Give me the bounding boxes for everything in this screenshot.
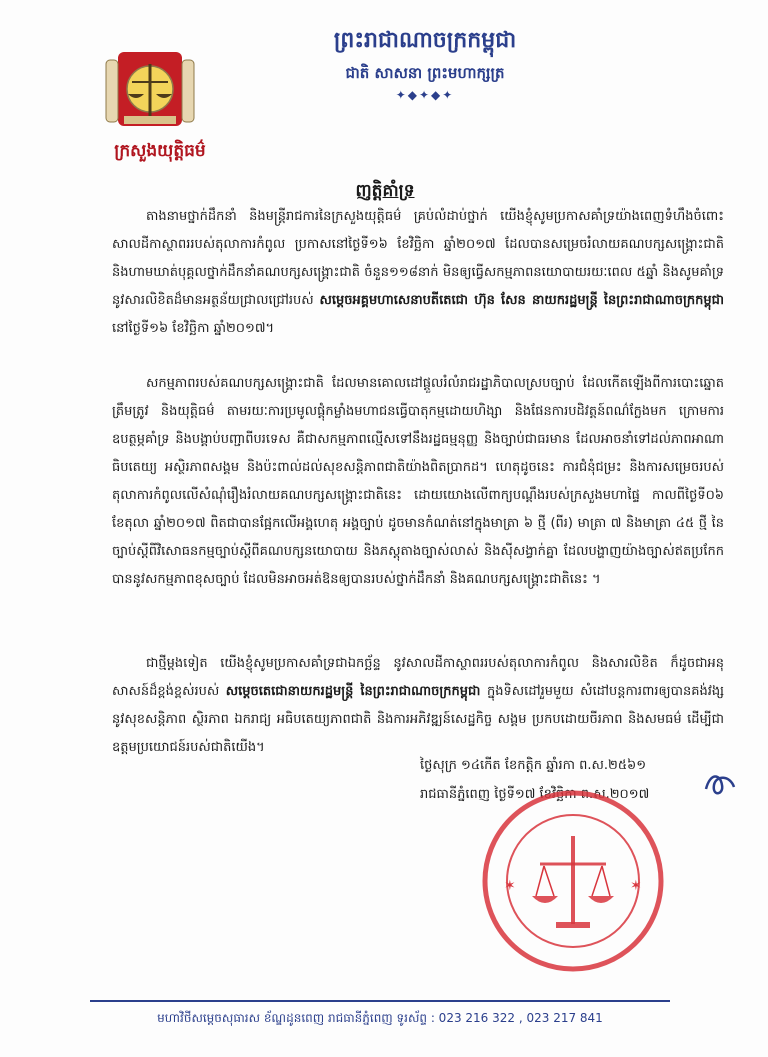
svg-text:✶: ✶: [630, 878, 642, 894]
ministry-emblem-icon: [100, 44, 200, 134]
ministry-seal-icon: [478, 786, 668, 976]
national-motto: ជាតិ សាសនា ព្រះមហាក្សត្រ: [345, 64, 505, 82]
footer-divider: [90, 1000, 670, 1002]
paragraph-1-date: នៅថ្ងៃទី១៦ ខែវិច្ឆិកា ឆ្នាំ២០១៧។: [112, 321, 275, 336]
paragraph-1-bold-name: សម្ដេចអគ្គមហាសេនាបតីតេជោ ហ៊ុន សែន នាយករដ្ឋមន្ត្រី នៃព្រះរាជាណាចក្រកម្ពុជា: [319, 293, 724, 308]
paragraph-2: សកម្មភាពរបស់គណបក្សសង្គ្រោះជាតិ ដែលមានគោលដៅផ្តួលរំលំរាជរដ្ឋាភិបាលស្របច្បាប់ ដែលកើតឡើងពីការបោះឆ្នោតត្រឹមត្រូវ និងយុត្តិធម៌ តាមរយៈការប្រមូលផ្តុំកម្លាំងមហាជនធ្វើបាតុកម្មដោយហិង្សា និងផែនការបដិវត្តន៍ពណ៌ក្លែងមក ក្រោមការឧបត្ថម្ភគាំទ្រ និងបង្គាប់បញ្ជាពីបរទេស គឺជាសកម្មភាពល្មើសទៅនឹងរដ្ឋធម្មនុញ្ញ និងច្បាប់ជាធរមាន ដែលអាចនាំទៅដល់ភាពអាណាធិបតេយ្យ អស្ថិរភាពសង្គម និងប៉ះពាល់ដល់សុខសន្តិភាពជាតិយ៉ាងពិតប្រាកដ។ ហេតុដូចនេះ ការជំនុំជម្រះ និងការសម្រេចរបស់តុលាការកំពូលលើសំណុំរឿងរំលាយគណបក្សសង្គ្រោះជាតិនេះ ដោយយោងលើពាក្យបណ្តឹងរបស់ក្រសួងមហាផ្ទៃ កាលពីថ្ងៃទី០៦ ខែតុលា ឆ្នាំ២០១៧ ពិតជាបានផ្អែកលើអង្គហេតុ អង្គច្បាប់ ដូចមានកំណត់នៅក្នុងមាត្រា ៦ ថ្មី (ពីរ) មាត្រា ៧ និងមាត្រា ៤៥ ថ្មី នៃច្បាប់ស្តីពីវិសោធនកម្មច្បាប់ស្តីពីគណបក្សនយោបាយ និងភស្តុតាងច្បាស់លាស់ និងស៊ីសង្វាក់គ្នា ដែលបង្ហាញយ៉ាងច្បាស់ឥតប្រកែកបាននូវសកម្មភាពខុសច្បាប់ ដែលមិនអាចអត់ឱនឲ្យបានរបស់ថ្នាក់ដឹកនាំ និងគណបក្សសង្គ្រោះជាតិនេះ ។: [112, 376, 724, 587]
solar-date: រាជធានីភ្នំពេញ ថ្ងៃទី១៧ ខែវិច្ឆិកា ព.ស.២០១៧: [420, 787, 650, 802]
ornament-divider: ✦◆✦◆✦: [395, 88, 455, 102]
ministry-label: ក្រសួងយុត្តិធម៌: [114, 141, 206, 161]
kingdom-heading: ព្រះរាជាណាចក្រកម្ពុជា: [333, 28, 517, 53]
paragraph-3: [112, 650, 724, 762]
svg-text:✶: ✶: [504, 878, 516, 894]
paragraph-3-text: ជាថ្មីម្តងទៀត យើងខ្ញុំសូមប្រកាសគាំទ្រជាឯកច្ឆ័ន្ទ នូវសាលដីកាស្ថាពររបស់តុលាការកំពូល និងសារលិខិត ក៏ដូចជាអនុសាសន៍ដ៏ខ្ពង់ខ្ពស់របស់: [112, 656, 724, 699]
document-title: ញត្តិគាំទ្រ: [355, 181, 415, 201]
paragraph-3-bold-name: សម្ដេចតេជោនាយករដ្ឋមន្ត្រី នៃព្រះរាជាណាចក្រកម្ពុជា: [225, 684, 481, 699]
paragraph-1-text: តាងនាមថ្នាក់ដឹកនាំ និងមន្ត្រីរាជការនៃក្រសួងយុត្តិធម៌ គ្រប់លំដាប់ថ្នាក់ យើងខ្ញុំសូមប្រកាសគាំទ្រយ៉ាងពេញទំហឹងចំពោះ សាលដីកាស្ថាពររបស់តុលាការកំពូល ប្រកាសនៅថ្ងៃទី១៦ ខែវិច្ឆិកា ឆ្នាំ២០១៧ ដែលបានសម្រេចរំលាយគណបក្សសង្គ្រោះជាតិ និងហាមឃាត់បុគ្គលថ្នាក់ដឹកនាំគណបក្សសង្គ្រោះជាតិ ចំនួន១១៨នាក់ មិនឲ្យធ្វើសកម្មភាពនយោបាយរយៈពេល ៥ឆ្នាំ និងសូមគាំទ្រនូវសារលិខិតដ៏មានអត្ថន័យជ្រាលជ្រៅរបស់: [112, 209, 724, 308]
lunar-date: ថ្ងៃសុក្រ ១៤កើត ខែកត្ដិក ឆ្នាំរកា ព.ស.២៥៦១: [420, 758, 647, 773]
paragraph-3-tail: ក្នុងទិសដៅរួមមួយ សំដៅបន្តការពារឲ្យបានគង់វង្សនូវសុខសន្តិភាព ស្ថិរភាព ឯករាជ្យ អធិបតេយ្យភាពជាតិ និងការអភិវឌ្ឍន៍សេដ្ឋកិច្ច សង្គម ប្រកបដោយចីរភាព និងសមធម៌ ដើម្បីជាឧត្តមប្រយោជន៍របស់ជាតិយើង។: [112, 684, 724, 755]
paragraph-1: [112, 203, 724, 343]
footer-address: មហាវិថីសម្ដេចសុធារស ខ័ណ្ឌដូនពេញ រាជធានីភ្នំពេញ ទូរស័ព្ទ : 023 216 322 , 023 217 841: [157, 1011, 603, 1025]
